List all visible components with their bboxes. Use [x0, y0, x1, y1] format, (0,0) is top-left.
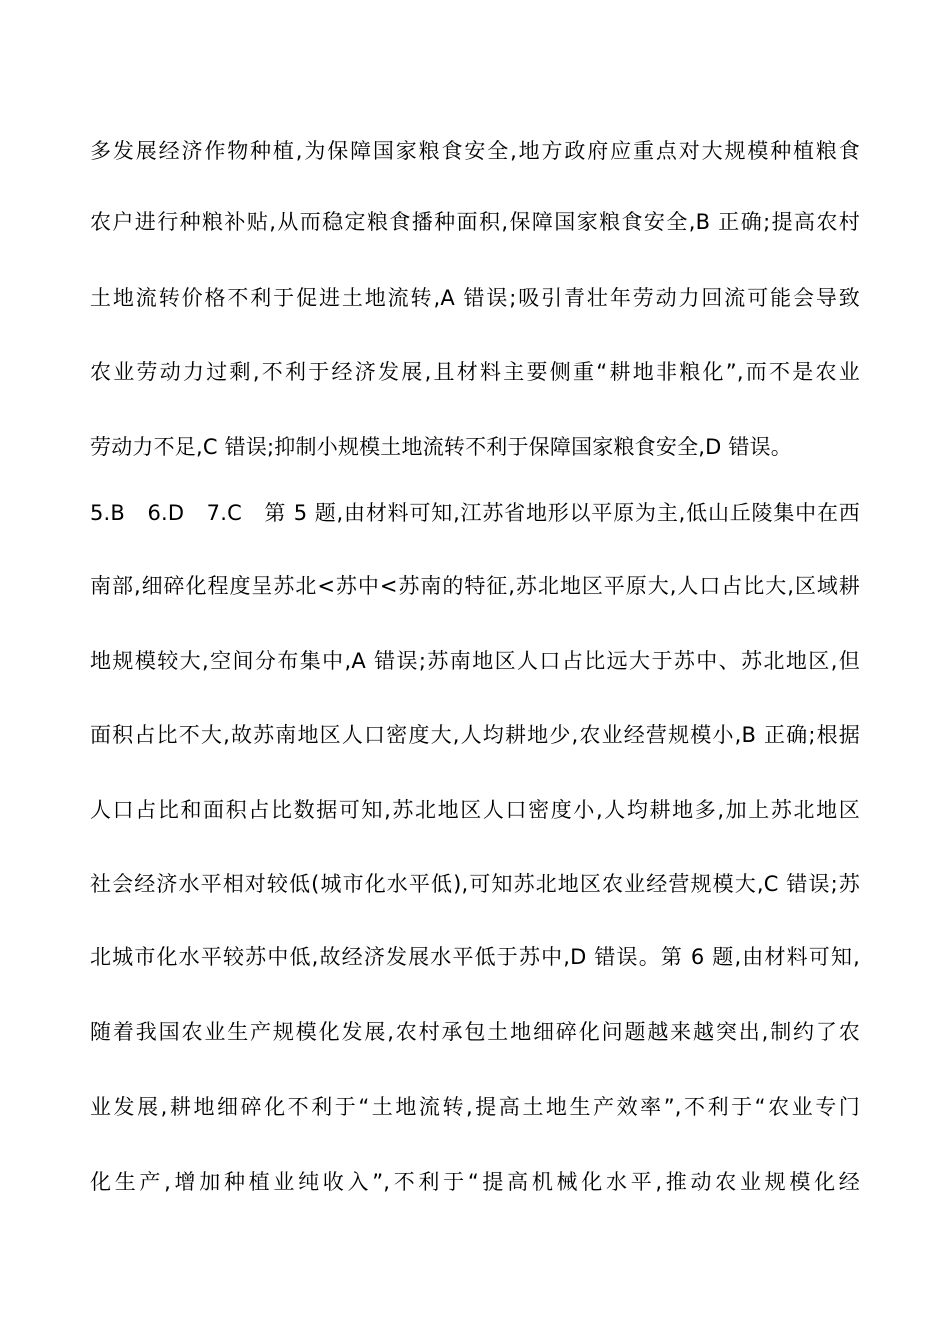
text-line-6: 5.B 6.D 7.C 第 5 题,由材料可知,江苏省地形以平原为主,低山丘陵集中在西 — [90, 501, 860, 525]
text-line-12: 北城市化水平较苏中低,故经济发展水平低于苏中,D 错误。第 6 题,由材料可知, — [90, 945, 860, 969]
text-line-14: 业发展,耕地细碎化不利于“土地流转,提高土地生产效率”,不利于“农业专门 — [90, 1095, 860, 1119]
text-line-13: 随着我国农业生产规模化发展,农村承包土地细碎化问题越来越突出,制约了农 — [90, 1020, 860, 1044]
text-line-11: 社会经济水平相对较低(城市化水平低),可知苏北地区农业经营规模大,C 错误;苏 — [90, 872, 860, 896]
text-line-15: 化生产,增加种植业纯收入”,不利于“提高机械化水平,推动农业规模化经 — [90, 1170, 860, 1194]
text-line-1: 多发展经济作物种植,为保障国家粮食安全,地方政府应重点对大规模种植粮食 — [90, 139, 860, 163]
text-line-4: 农业劳动力过剩,不利于经济发展,且材料主要侧重“耕地非粮化”,而不是农业 — [90, 360, 860, 384]
text-line-3: 土地流转价格不利于促进土地流转,A 错误;吸引青壮年劳动力回流可能会导致 — [90, 286, 860, 310]
text-line-5: 劳动力不足,C 错误;抑制小规模土地流转不利于保障国家粮食安全,D 错误。 — [90, 435, 793, 459]
text-line-9: 面积占比不大,故苏南地区人口密度大,人均耕地少,农业经营规模小,B 正确;根据 — [90, 723, 860, 747]
text-line-7: 南部,细碎化程度呈苏北<苏中<苏南的特征,苏北地区平原大,人口占比大,区域耕 — [90, 574, 860, 598]
text-line-10: 人口占比和面积占比数据可知,苏北地区人口密度小,人均耕地多,加上苏北地区 — [90, 798, 860, 822]
text-line-8: 地规模较大,空间分布集中,A 错误;苏南地区人口占比远大于苏中、苏北地区,但 — [90, 649, 860, 673]
text-line-2: 农户进行种粮补贴,从而稳定粮食播种面积,保障国家粮食安全,B 正确;提高农村 — [90, 210, 860, 234]
